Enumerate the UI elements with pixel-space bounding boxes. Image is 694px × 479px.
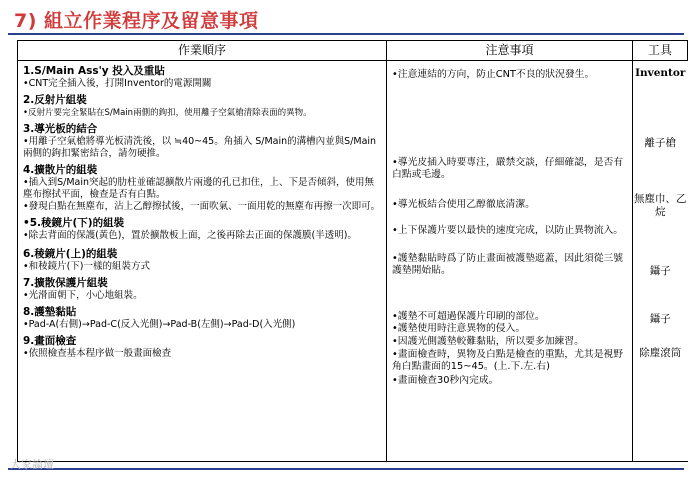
tool-item: 除塵滾筒	[639, 347, 682, 359]
header-notes: 注意事項	[387, 41, 633, 61]
notes-column	[387, 61, 633, 462]
step-heading: 9.畫面檢查	[23, 335, 77, 347]
step-text: •和稜鏡片(下)一樣的組裝方式	[23, 261, 151, 272]
step-text: •發現白點在無塵布，沾上乙醇擦拭後，一面吹氣、一面用乾的無塵布再擦一次即可。	[23, 201, 381, 212]
procedure-table	[17, 40, 688, 462]
step-4	[23, 164, 382, 213]
note-item: •護墊不可超過保護片印刷的部位。	[392, 311, 545, 322]
step-8	[23, 306, 382, 331]
step-text: •Pad-A(右側)→Pad-C(反入光側)→Pad-B(左側)→Pad-D(入光側)	[23, 319, 296, 330]
step-2	[23, 94, 382, 119]
bottom-rule	[8, 468, 684, 470]
step-text: •插入到S/Main突起的肋柱並確認擴散片兩邊的孔已扣住，上、下是否傾斜，使用無塵布擦拭平面，檢查是否有白點。	[23, 177, 375, 200]
tool-item: 鑷子	[649, 313, 671, 325]
step-heading: •5.稜鏡片(下)的組裝	[23, 217, 125, 229]
step-heading: 7.擴散保護片組裝	[23, 277, 108, 289]
note-item: •畫面檢查時，異物及白點是檢查的重點，尤其是視野角白點畫面的15~45。(上.下.左.右)	[392, 349, 624, 372]
title-underline	[8, 33, 684, 35]
tool-item: 無塵巾、乙烷	[634, 193, 687, 218]
step-7	[23, 277, 382, 302]
step-heading: 3.導光板的結合	[23, 123, 98, 135]
step-heading: 6.稜鏡片(上)的組裝	[23, 248, 118, 260]
header-procedure: 作業順序	[18, 41, 387, 61]
step-heading: 2.反射片組裝	[23, 94, 87, 106]
step-6	[23, 248, 382, 273]
tool-item: Inventor	[635, 67, 686, 79]
watermark: 大家論壇	[10, 458, 54, 471]
procedure-column	[18, 61, 387, 462]
step-heading: 1.S/Main Ass'y 投入及重貼	[23, 65, 165, 77]
note-item: •護墊使用時注意異物的侵入。	[392, 323, 526, 334]
tools-column	[633, 61, 688, 462]
tool-item: 離子槍	[644, 137, 676, 149]
header-tools: 工具	[633, 41, 688, 61]
step-3	[23, 123, 382, 160]
note-item: •護墊黏貼時爲了防止畫面被護墊遮蓋，因此須從三號護墊開始貼。	[392, 253, 624, 276]
note-item: •注意連結的方向，防止CNT不良的狀況發生。	[392, 69, 595, 80]
step-text: •光滑面朝下，小心地組裝。	[23, 290, 143, 301]
tool-item: 鑷子	[649, 265, 671, 277]
step-text: •用離子空氣槍將導光板清洗後，以 ≒40~45。角插入 S/Main的溝槽內並與S/Main 兩側的鉤扣緊密結合，請勿硬推。	[23, 136, 377, 159]
note-item: •畫面檢查30秒內完成。	[392, 375, 499, 386]
page-title: 7) 組立作業程序及留意事項	[14, 10, 259, 32]
note-item: •導光皮插入時要專注，嚴禁交談，仔細確認，是否有白點或毛邊。	[392, 157, 624, 180]
note-item: •上下保護片要以最快的速度完成，以防止異物流入。	[392, 225, 624, 236]
note-item: •導光板結合使用乙醇徹底清潔。	[392, 199, 535, 210]
step-text: •依照檢查基本程序做一般畫面檢查	[23, 348, 172, 359]
step-text: •除去背面的保護(黃色)，置於擴散板上面，之後再除去正面的保護膜(半透明)。	[23, 230, 357, 241]
step-heading: 4.擴散片的組裝	[23, 164, 98, 176]
step-text: •反射片要完全緊貼在S/Main兩側的鉤扣，使用離子空氣槍清除表面的異物。	[23, 108, 312, 118]
note-item: •因護光側護墊較難黏貼，所以要多加練習。	[392, 336, 584, 347]
step-9	[23, 335, 382, 360]
step-1	[23, 65, 382, 90]
step-text: •CNT完全插入後，打開Inventor的電源開關	[23, 78, 212, 89]
step-5	[23, 217, 382, 242]
step-heading: 8.護墊黏貼	[23, 306, 77, 318]
